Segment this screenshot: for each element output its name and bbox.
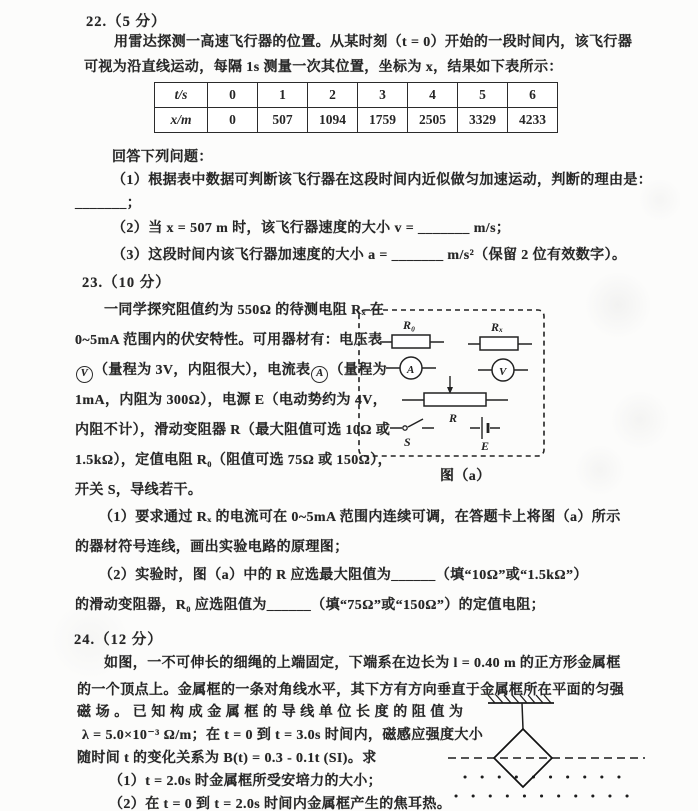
table-cell: 5	[458, 83, 508, 108]
resistor-rx-symbol	[468, 320, 532, 350]
ammeter-icon: A	[311, 366, 328, 383]
q24-body-line1: 如图，一不可伸长的细绳的上端固定，下端系在边长为 l = 0.40 m 的正方形金属框	[104, 656, 621, 671]
table-cell: 2505	[408, 108, 458, 133]
q24-body-line2: 的一个顶点上。金属框的一条对角线水平，其下方有方向垂直于金属框所在平面的匀强	[77, 683, 625, 698]
switch-label: S	[404, 435, 411, 449]
q24-body-line4: λ = 5.0×10⁻³ Ω/m；在 t = 0 到 t = 3.0s 时间内，磁感应强度大小	[82, 728, 484, 743]
table-cell: 3	[358, 83, 408, 108]
table-row-position	[155, 108, 558, 133]
dashed-border	[359, 310, 544, 456]
q23-part1-line1: （1）要求通过 Rₓ 的电流可在 0~5mA 范围内连续可调，在答题卡上将图（a）所示	[99, 510, 621, 525]
q23-body-line6: 1.5kΩ），定值电阻 R₀（阻值可选 75Ω 或 150Ω），	[75, 453, 393, 468]
q23-part2-line2: 的滑动变阻器，R₀ 应选阻值为______（填“75Ω”或“150Ω”）的定值电阻；	[75, 598, 546, 613]
ceiling-hatch	[488, 695, 554, 703]
q22-part1: （1）根据表中数据可判断该飞行器在这段时间内近似做匀加速运动，判断的理由是：	[112, 173, 653, 188]
q22-number: 22.（5 分）	[86, 14, 167, 30]
battery-symbol	[470, 417, 500, 453]
battery-label: E	[481, 439, 490, 453]
q23-part2-line1: （2）实验时，图（a）中的 R 应选最大阻值为______（填“10Ω”或“1.5kΩ”）	[99, 568, 588, 583]
string-line	[522, 703, 523, 729]
table-header-t: t/s	[155, 83, 208, 108]
ammeter-symbol	[386, 357, 436, 379]
table-cell: 2	[308, 83, 358, 108]
table-cell: 0	[208, 83, 258, 108]
table-cell: 1094	[308, 108, 358, 133]
q23-body-line3	[75, 359, 387, 383]
q22-intro-line2: 可视为沿直线运动，每隔 1s 测量一次其位置，坐标为 x，结果如下表所示：	[84, 60, 563, 75]
figure-q24	[442, 690, 648, 811]
resistor-r0-symbol	[380, 318, 444, 348]
q23-body-line3-seg2: （量程为	[329, 363, 388, 378]
q24-body-line3: 磁场。已知构成金属框的导线单位长度的阻值为	[77, 705, 468, 720]
field-dots	[456, 777, 643, 796]
table-cell: 3329	[458, 108, 508, 133]
switch-symbol	[390, 419, 434, 449]
resistor-rx-label: Rₓ	[491, 320, 504, 334]
figure-a-canvas	[356, 304, 556, 462]
table-row-time	[155, 83, 558, 108]
rheostat-label: R	[449, 411, 458, 425]
table-cell: 507	[258, 108, 308, 133]
position-data-table	[154, 82, 558, 133]
q24-body-line5: 随时间 t 的变化关系为 B(t) = 0.3 - 0.1t (SI)。求	[77, 751, 377, 766]
table-cell: 6	[508, 83, 558, 108]
voltmeter-icon: V	[76, 366, 93, 383]
q24-part2: （2）在 t = 0 到 t = 2.0s 时间内金属框产生的焦耳热。	[109, 797, 452, 811]
figure-q24-canvas	[442, 690, 648, 811]
q22-answer-prompt: 回答下列问题：	[112, 150, 213, 165]
q22-part1-blank: _______；	[75, 196, 142, 211]
figure-a	[356, 304, 556, 467]
q23-body-line5: 内阻不计），滑动变阻器 R（最大阻值可选 10Ω 或	[75, 423, 391, 438]
q22-part3: （3）这段时间内该飞行器加速度的大小 a = _______ m/s²（保留 2 位有效数字）。	[112, 248, 627, 263]
q24-number: 24.（12 分）	[74, 632, 163, 648]
figure-a-caption: 图（a）	[440, 469, 491, 484]
ammeter-label: A	[407, 364, 415, 376]
table-cell: 1759	[358, 108, 408, 133]
table-cell: 0	[208, 108, 258, 133]
table-cell: 4233	[508, 108, 558, 133]
q23-body-line4: 1mA，内阻为 300Ω），电源 E（电动势约为 4V，	[75, 393, 388, 408]
table-cell: 1	[258, 83, 308, 108]
table-cell: 4	[408, 83, 458, 108]
resistor-r0-label: R₀	[403, 318, 416, 332]
table-header-x: x/m	[155, 108, 208, 133]
voltmeter-label: V	[499, 366, 507, 378]
voltmeter-symbol	[478, 359, 528, 381]
q23-number: 23.（10 分）	[82, 275, 171, 291]
q24-part1: （1）t = 2.0s 时金属框所受安培力的大小；	[109, 774, 383, 789]
q23-body-line2: 0~5mA 范围内的伏安特性。可用器材有：电压表	[75, 333, 383, 348]
q23-body-line1: 一同学探究阻值约为 550Ω 的待测电阻 Rₓ 在	[104, 303, 385, 318]
q22-part2: （2）当 x = 507 m 时，该飞行器速度的大小 v = _______ m/s；	[112, 221, 511, 236]
q23-body-line3-seg1: （量程为 3V，内阻很大），电流表	[94, 363, 311, 378]
q23-body-line7: 开关 S，导线若干。	[75, 483, 203, 498]
q22-intro-line1: 用雷达探测一高速飞行器的位置。从某时刻（t = 0）开始的一段时间内，该飞行器	[114, 35, 633, 50]
q23-part1-line2: 的器材符号连线，画出实验电路的原理图；	[75, 540, 349, 555]
rheostat-symbol	[402, 376, 508, 425]
